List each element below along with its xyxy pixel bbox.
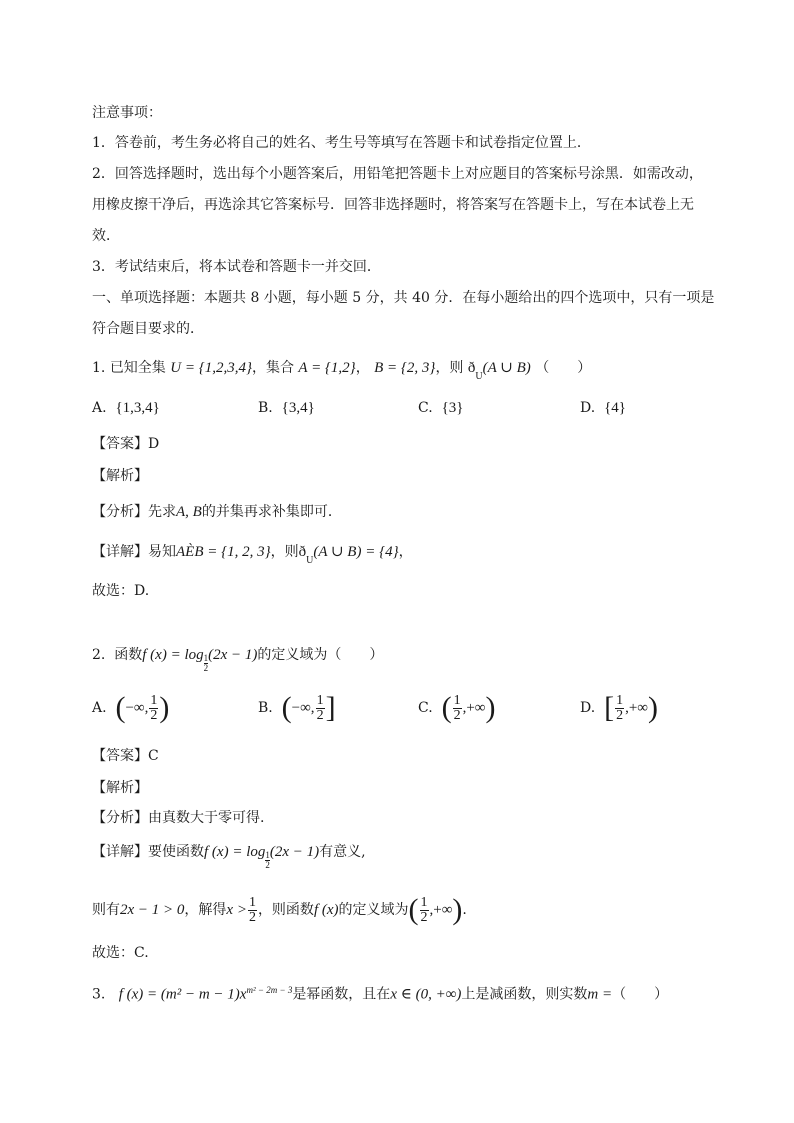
set-b: B = {2, 3}	[374, 360, 436, 376]
notice-title: 注意事项：	[92, 105, 162, 121]
question-1-stem: 1. 已知全集 U = {1,2,3,4}，集合 A = {1,2}， B = {2, 3}，则 $ð_U(A$ ∪ B) （ ）	[92, 360, 592, 382]
notice-item-2-line-2: 用橡皮擦干净后，再选涂其它答案标号．回答非选择题时，将答案写在答题卡上，写在本试卷上无	[92, 197, 694, 213]
question-1-number: 1.	[92, 360, 106, 376]
question-2-option-c[interactable]: C. ( $\frac{1}{2}$ ,+∞)	[418, 691, 496, 724]
question-2-solution-step: 则有2x − 1 > 0，解得x > $\frac{1}{2}$ ，则函数f (x)的定义域为( $\frac{1}{2}$ ,+∞).	[92, 893, 467, 926]
universal-set: U = {1,2,3,4}	[170, 360, 252, 376]
set-a: A = {1,2}	[298, 360, 356, 376]
question-2-number: 2.	[92, 647, 106, 663]
complement-expression: $ð_U(A$ ∪ B)	[467, 360, 531, 382]
question-2-xiangjie: 【详解】要使函数f (x) = log $\frac{1}{2}$ (2x − 1)有意义,	[92, 844, 366, 870]
question-2-option-d[interactable]: D. [ $\frac{1}{2}$ ,+∞)	[580, 691, 658, 724]
question-1-option-b[interactable]: B. {3,4}	[258, 400, 315, 416]
question-1-choice: 故选：D.	[92, 583, 150, 599]
question-2-answer: 【答案】C	[92, 748, 159, 764]
question-1-answer: 【答案】D	[92, 436, 160, 452]
question-2-option-b[interactable]: B. (−∞, $\frac{1}{2}$ ]	[258, 691, 336, 724]
question-2-stem: 2. 函数f (x) = log $\frac{1}{2}$ (2x − 1)的定义域为（ ）	[92, 647, 384, 673]
question-3-stem: 3. f $(x) = (m^2 - m - 1)x^{m^2 - 2m - 3}$是幂函数，且在x ∈ (0, +∞)上是减函数，则实数m =（ ）	[92, 985, 669, 1003]
section-heading-line-1: 一、单项选择题：本题共 8 小题，每小题 5 分，共 40 分．在每小题给出的四个选项中，只有一项是	[92, 290, 715, 306]
notice-item-3: 3．考试结束后，将本试卷和答题卡一并交回．	[92, 259, 381, 275]
question-1-option-a[interactable]: A. {1,3,4}	[92, 400, 160, 416]
question-1-analysis-heading: 【解析】	[92, 468, 148, 484]
question-3-number: 3.	[92, 986, 106, 1003]
question-2-fenxi: 【分析】由真数大于零可得.	[92, 810, 265, 826]
notice-item-2-line-3: 效．	[92, 228, 120, 244]
power-function: f (x) = (m² − m − 1)x	[118, 986, 247, 1003]
log-function: f (x) = log	[142, 647, 204, 663]
question-1-fenxi: 【分析】先求A, B的并集再求补集即可．	[92, 504, 342, 520]
notice-item-2-line-1: 2．回答选择题时，选出每个小题答案后，用铅笔把答题卡上对应题目的答案标号涂黑．如需改动，	[92, 166, 703, 182]
question-1-option-c[interactable]: C. {3}	[418, 400, 464, 416]
notice-item-1: 1．答卷前，考生务必将自己的姓名、考生号等填写在答题卡和试卷指定位置上．	[92, 135, 591, 151]
question-1-xiangjie: 【详解】易知AÈB = {1, 2, 3}，则$ð_U(A$ ∪ B) = {4}，	[92, 544, 413, 566]
question-2-analysis-heading: 【解析】	[92, 780, 148, 796]
section-heading-line-2: 符合题目要求的．	[92, 321, 204, 337]
question-1-option-d[interactable]: D. {4}	[580, 400, 626, 416]
question-2-choice: 故选：C.	[92, 945, 149, 961]
question-2-option-a[interactable]: A. (−∞, $\frac{1}{2}$ )	[92, 691, 170, 724]
